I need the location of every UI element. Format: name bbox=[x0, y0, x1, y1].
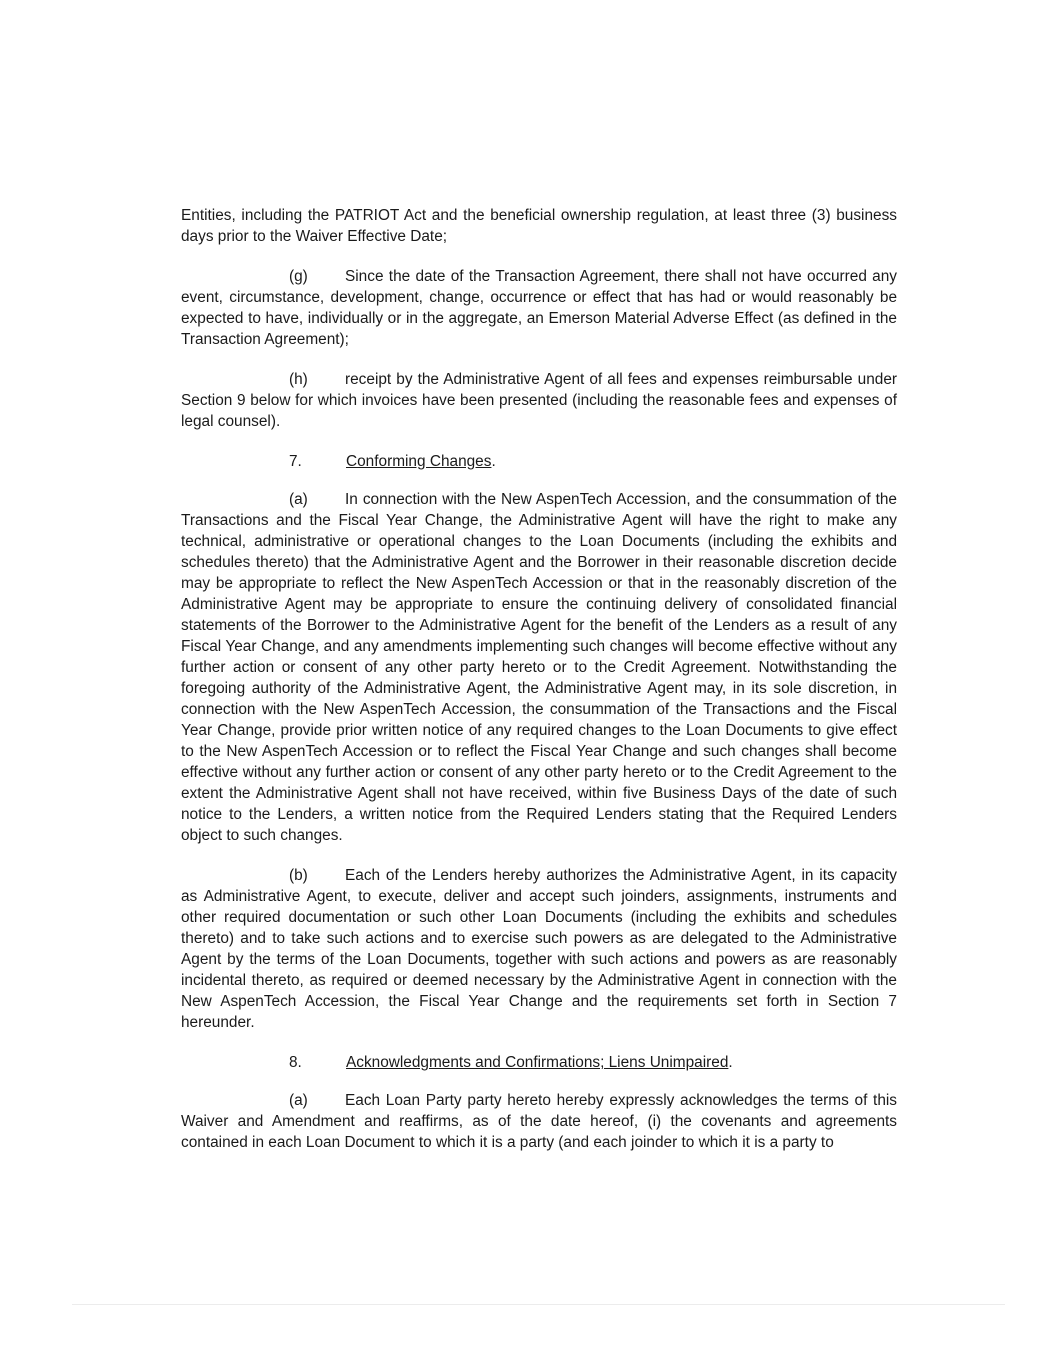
section-7-heading bbox=[181, 451, 897, 472]
paragraph-h-text: receipt by the Administrative Agent of all fees and expenses reimbursable under Section 9 below for which invoices have been presented (including the reasonable fees and expenses of legal counsel). bbox=[181, 371, 897, 430]
paragraph-h-label: (h) bbox=[289, 371, 308, 388]
section-8-title-suffix: . bbox=[728, 1054, 733, 1071]
section-8-a-label: (a) bbox=[289, 1092, 308, 1109]
section-8-paragraph-a bbox=[181, 1090, 897, 1153]
section-7-a-label: (a) bbox=[289, 491, 308, 508]
paragraph-g-text: Since the date of the Transaction Agreement, there shall not have occurred any event, circumstance, development, change, occurrence or effect that has had or would reasonably be expected to have, individually or in the aggregate, an Emerson Material Adverse Effect (as defined in the Transaction Agreement); bbox=[181, 268, 897, 348]
paragraph-g-label: (g) bbox=[289, 268, 308, 285]
paragraph-g bbox=[181, 266, 897, 350]
paragraph-h bbox=[181, 369, 897, 432]
section-7-paragraph-b bbox=[181, 865, 897, 1033]
section-7-b-text: Each of the Lenders hereby authorizes the Administrative Agent, in its capacity as Administrative Agent, to execute, deliver and accept such joinders, assignments, instruments and other required documentation or such other Loan Documents (including the exhibits and schedules thereto) and to take such actions and to exercise such powers as are delegated to the Administrative Agent by the terms of the Loan Documents, together with such actions and powers as are reasonably incidental thereto, as required or deemed necessary by the Administrative Agent in connection with the New AspenTech Accession, the Fiscal Year Change and the requirements set forth in Section 7 hereunder. bbox=[181, 867, 897, 1031]
document-page bbox=[181, 205, 897, 1172]
section-7-b-label: (b) bbox=[289, 867, 308, 884]
section-8-title: Acknowledgments and Confirmations; Liens Unimpaired bbox=[346, 1054, 729, 1071]
section-7-paragraph-a bbox=[181, 489, 897, 846]
footer-divider bbox=[72, 1304, 1005, 1305]
section-8-heading bbox=[181, 1052, 897, 1073]
section-7-number: 7. bbox=[289, 453, 302, 470]
section-7-title-suffix: . bbox=[491, 453, 496, 470]
section-7-title: Conforming Changes bbox=[346, 453, 492, 470]
section-7-a-text: In connection with the New AspenTech Accession, and the consummation of the Transactions and the Fiscal Year Change, the Administrative Agent will have the right to make any technical, administrative or operational changes to the Loan Documents (including the exhibits and schedules thereto) that the Administrative Agent and the Borrower in their reasonable discretion decide may be appropriate to reflect the New AspenTech Accession or that in the reasonably discretion of the Administrative Agent may be appropriate to ensure the continuing delivery of consolidated financial statements of the Borrower to the Administrative Agent for the benefit of the Lenders as a result of any Fiscal Year Change, and any amendments implementing such changes will become effective without any further action or consent of any other party hereto or to the Credit Agreement. Notwithstanding the foregoing authority of the Administrative Agent, the Administrative Agent may, in its sole discretion, in connection with the New AspenTech Accession, the consummation of the Transactions and the Fiscal Year Change, provide prior written notice of any required changes to the Loan Documents to give effect to the New AspenTech Accession or to reflect the Fiscal Year Change and such changes shall become effective without any further action or consent of any other party hereto or to the Credit Agreement to the extent the Administrative Agent shall not have received, within five Business Days of the date of such notice to the Lenders, a written notice from the Required Lenders stating that the Required Lenders object to such changes. bbox=[181, 491, 897, 844]
paragraph-f-continued: Entities, including the PATRIOT Act and the beneficial ownership regulation, at least three (3) business days prior to the Waiver Effective Date; bbox=[181, 207, 897, 245]
section-8-number: 8. bbox=[289, 1054, 302, 1071]
section-8-a-text: Each Loan Party party hereto hereby expressly acknowledges the terms of this Waiver and Amendment and reaffirms, as of the date hereof, (i) the covenants and agreements contained in each Loan Document to which it is a party (and each joinder to which it is a party to bbox=[181, 1092, 897, 1151]
